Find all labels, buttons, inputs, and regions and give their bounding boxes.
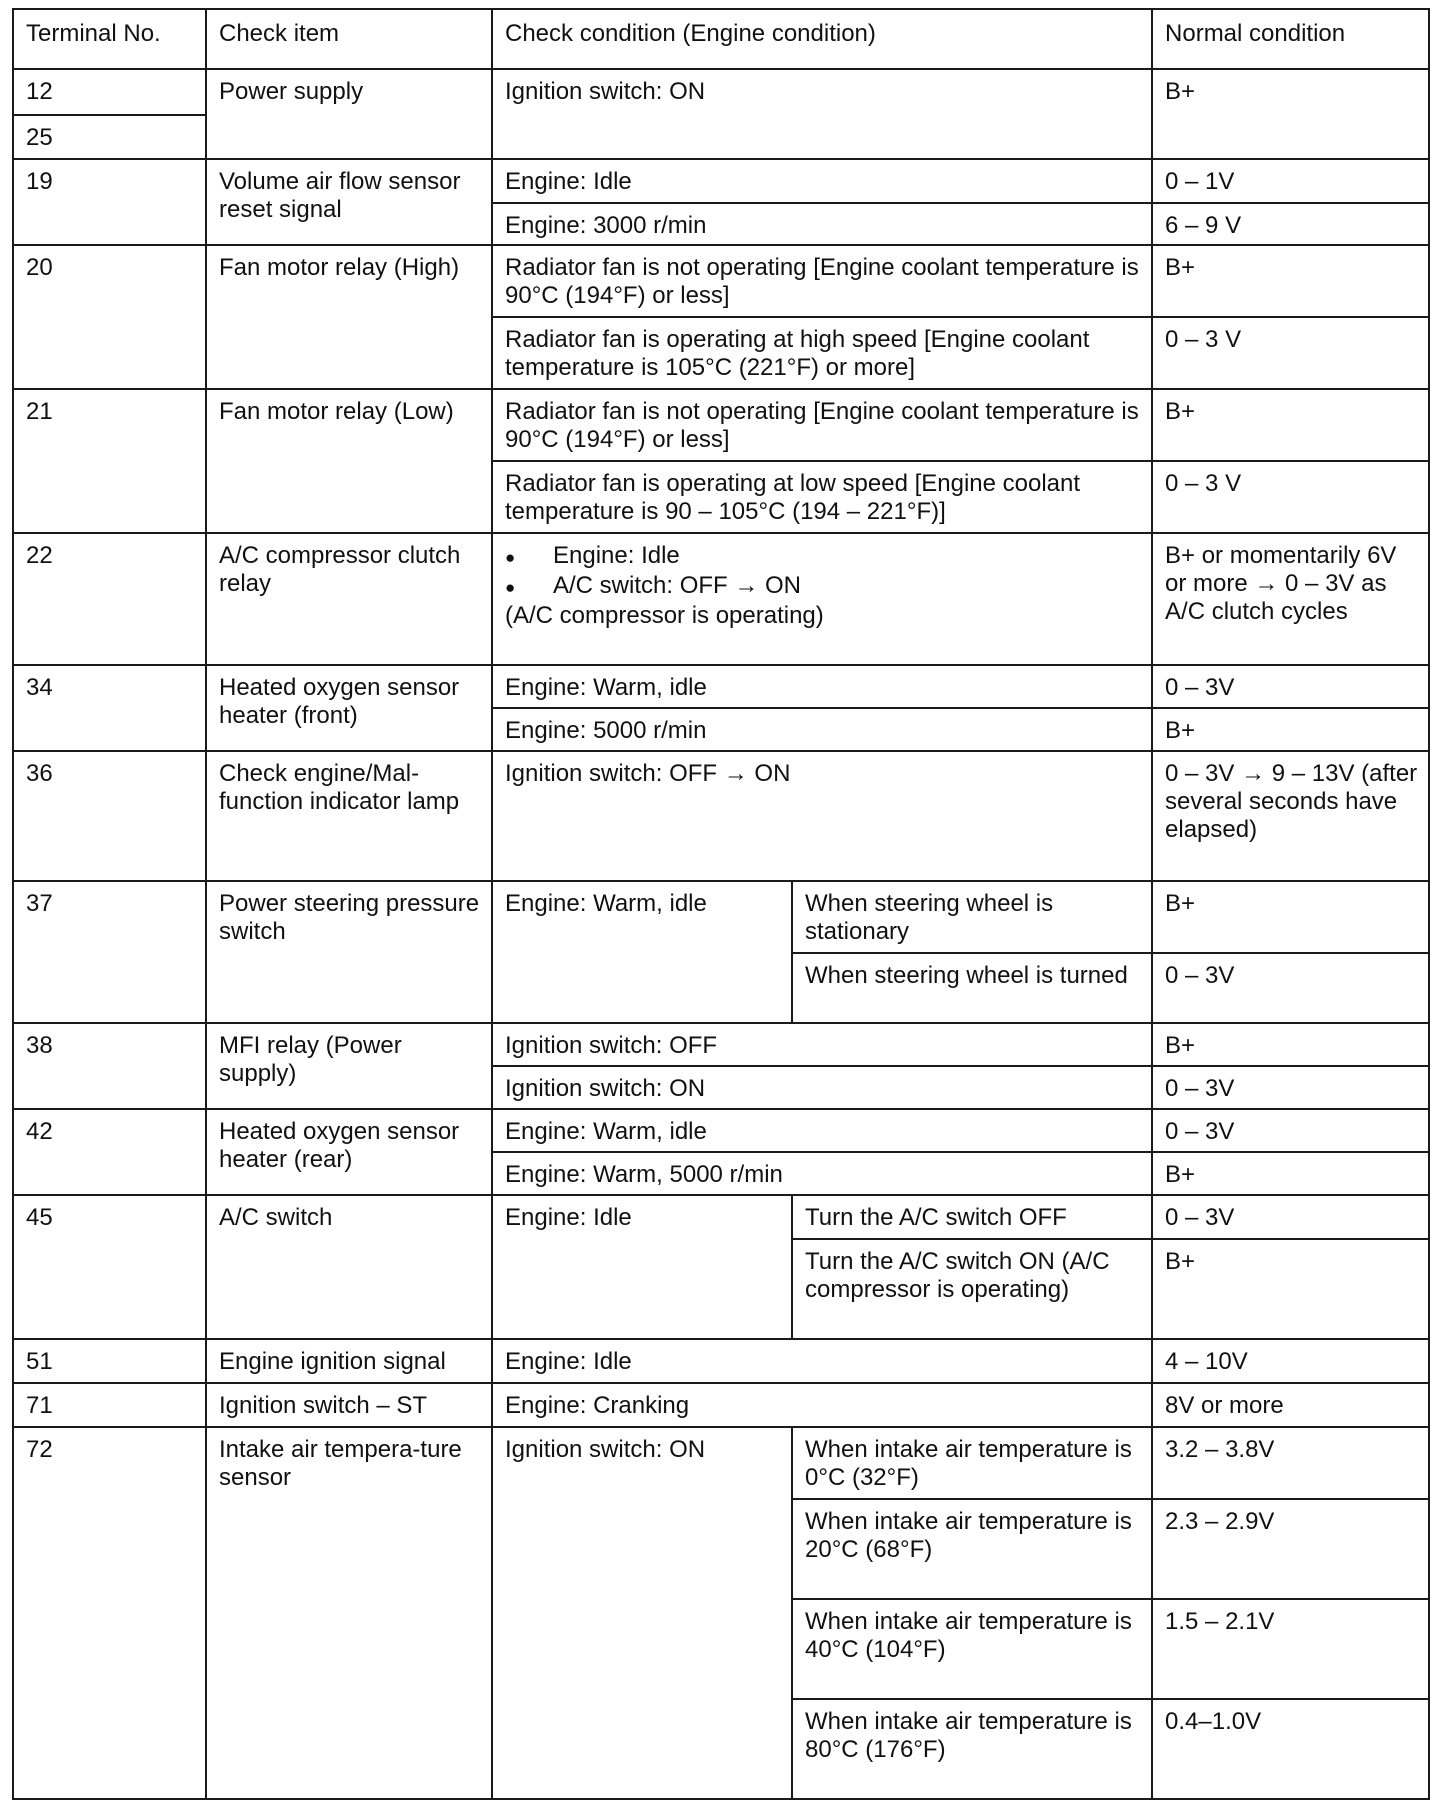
check-item: Power supply (206, 69, 492, 159)
check-condition: Engine: Warm, idle (492, 665, 1152, 708)
normal-condition: 0 – 3V (1152, 1195, 1429, 1239)
normal-condition: 0 – 3 V (1152, 317, 1429, 389)
check-item: A/C compressor clutch relay (206, 533, 492, 665)
terminal-number: 22 (13, 533, 206, 665)
table-row (13, 245, 1429, 317)
terminal-number: 42 (13, 1109, 206, 1195)
sub-condition: When intake air temperature is 20°C (68°F) (792, 1499, 1152, 1599)
normal-condition: 0 – 3V (1152, 1066, 1429, 1109)
table-row (13, 69, 1429, 115)
terminal-number: 72 (13, 1427, 206, 1799)
check-condition: Ignition switch: ON (492, 1066, 1152, 1109)
terminal-number: 45 (13, 1195, 206, 1339)
terminal-number: 71 (13, 1383, 206, 1427)
terminal-number: 25 (13, 115, 206, 159)
check-condition: Radiator fan is operating at high speed [Engine coolant temperature is 105°C (221°F) or more] (492, 317, 1152, 389)
header-check-item: Check item (206, 9, 492, 69)
table-row (13, 389, 1429, 461)
normal-condition: B+ (1152, 881, 1429, 953)
terminal-number: 20 (13, 245, 206, 389)
table-row (13, 1023, 1429, 1066)
normal-condition: 6 – 9 V (1152, 203, 1429, 245)
table-row (13, 1195, 1429, 1239)
check-item: Engine ignition signal (206, 1339, 492, 1383)
header-check-condition: Check condition (Engine condition) (492, 9, 1152, 69)
condition-bullet: ● Engine: Idle (505, 542, 1141, 572)
terminal-number: 36 (13, 751, 206, 881)
table-row (13, 881, 1429, 953)
table-row (13, 1339, 1429, 1383)
check-item: Intake air tempera-ture sensor (206, 1427, 492, 1799)
sub-condition: When steering wheel is turned (792, 953, 1152, 1023)
terminal-number: 19 (13, 159, 206, 245)
normal-condition: B+ (1152, 1239, 1429, 1339)
terminal-number: 37 (13, 881, 206, 1023)
check-condition: Radiator fan is not operating [Engine coolant temperature is 90°C (194°F) or less] (492, 389, 1152, 461)
terminal-number: 12 (13, 69, 206, 115)
check-condition (492, 533, 1152, 665)
header-row (13, 9, 1429, 69)
check-condition: Radiator fan is not operating [Engine coolant temperature is 90°C (194°F) or less] (492, 245, 1152, 317)
normal-condition: B+ (1152, 1152, 1429, 1195)
terminal-number: 34 (13, 665, 206, 751)
condition-bullet: ● A/C switch: OFF → ON (505, 572, 1141, 602)
sub-condition: When intake air temperature is 80°C (176°F) (792, 1699, 1152, 1799)
table-row (13, 665, 1429, 708)
terminal-number: 51 (13, 1339, 206, 1383)
check-condition: Ignition switch: ON (492, 69, 1152, 159)
check-condition: Engine: 5000 r/min (492, 708, 1152, 751)
sub-condition: Turn the A/C switch OFF (792, 1195, 1152, 1239)
header-normal-condition: Normal condition (1152, 9, 1429, 69)
check-item: Check engine/Mal-function indicator lamp (206, 751, 492, 881)
check-condition: Radiator fan is operating at low speed [Engine coolant temperature is 90 – 105°C (194 – 221°F)] (492, 461, 1152, 533)
normal-condition: B+ (1152, 1023, 1429, 1066)
check-condition: Engine: Idle (492, 159, 1152, 203)
table-row (13, 1383, 1429, 1427)
check-condition: Ignition switch: OFF (492, 1023, 1152, 1066)
condition-note: (A/C compressor is operating) (505, 602, 824, 629)
normal-condition: 8V or more (1152, 1383, 1429, 1427)
terminal-number: 38 (13, 1023, 206, 1109)
normal-condition: B+ (1152, 708, 1429, 751)
normal-condition: B+ (1152, 69, 1429, 159)
table-row (13, 533, 1429, 665)
normal-condition: 0 – 3 V (1152, 461, 1429, 533)
normal-condition: B+ (1152, 389, 1429, 461)
check-item: Power steering pressure switch (206, 881, 492, 1023)
terminal-check-table (12, 8, 1430, 1800)
check-condition: Engine: 3000 r/min (492, 203, 1152, 245)
check-item: Fan motor relay (Low) (206, 389, 492, 533)
normal-condition: 0 – 1V (1152, 159, 1429, 203)
check-item: Heated oxygen sensor heater (rear) (206, 1109, 492, 1195)
check-condition: Engine: Idle (492, 1195, 792, 1339)
sub-condition: Turn the A/C switch ON (A/C compressor is operating) (792, 1239, 1152, 1339)
table-row (13, 1427, 1429, 1499)
check-condition: Ignition switch: ON (492, 1427, 792, 1799)
normal-condition: 3.2 – 3.8V (1152, 1427, 1429, 1499)
table-row (13, 159, 1429, 203)
check-item: Volume air flow sensor reset signal (206, 159, 492, 245)
normal-condition: 4 – 10V (1152, 1339, 1429, 1383)
normal-condition: 0.4–1.0V (1152, 1699, 1429, 1799)
check-item: Fan motor relay (High) (206, 245, 492, 389)
normal-condition: B+ (1152, 245, 1429, 317)
normal-condition: 1.5 – 2.1V (1152, 1599, 1429, 1699)
normal-condition: B+ or momentarily 6V or more → 0 – 3V as A/C clutch cycles (1152, 533, 1429, 665)
check-item: A/C switch (206, 1195, 492, 1339)
check-condition: Engine: Warm, idle (492, 1109, 1152, 1152)
check-condition: Engine: Idle (492, 1339, 1152, 1383)
normal-condition: 0 – 3V → 9 – 13V (after several seconds have elapsed) (1152, 751, 1429, 881)
terminal-number: 21 (13, 389, 206, 533)
check-condition: Engine: Cranking (492, 1383, 1152, 1427)
normal-condition: 0 – 3V (1152, 665, 1429, 708)
check-condition: Ignition switch: OFF → ON (492, 751, 1152, 881)
table-row (13, 1109, 1429, 1152)
sub-condition: When intake air temperature is 40°C (104°F) (792, 1599, 1152, 1699)
check-item: Ignition switch – ST (206, 1383, 492, 1427)
normal-condition: 2.3 – 2.9V (1152, 1499, 1429, 1599)
sub-condition: When steering wheel is stationary (792, 881, 1152, 953)
normal-condition: 0 – 3V (1152, 1109, 1429, 1152)
table-row (13, 751, 1429, 881)
check-item: Heated oxygen sensor heater (front) (206, 665, 492, 751)
check-condition: Engine: Warm, idle (492, 881, 792, 1023)
check-item: MFI relay (Power supply) (206, 1023, 492, 1109)
header-terminal: Terminal No. (13, 9, 206, 69)
check-condition: Engine: Warm, 5000 r/min (492, 1152, 1152, 1195)
normal-condition: 0 – 3V (1152, 953, 1429, 1023)
sub-condition: When intake air temperature is 0°C (32°F) (792, 1427, 1152, 1499)
